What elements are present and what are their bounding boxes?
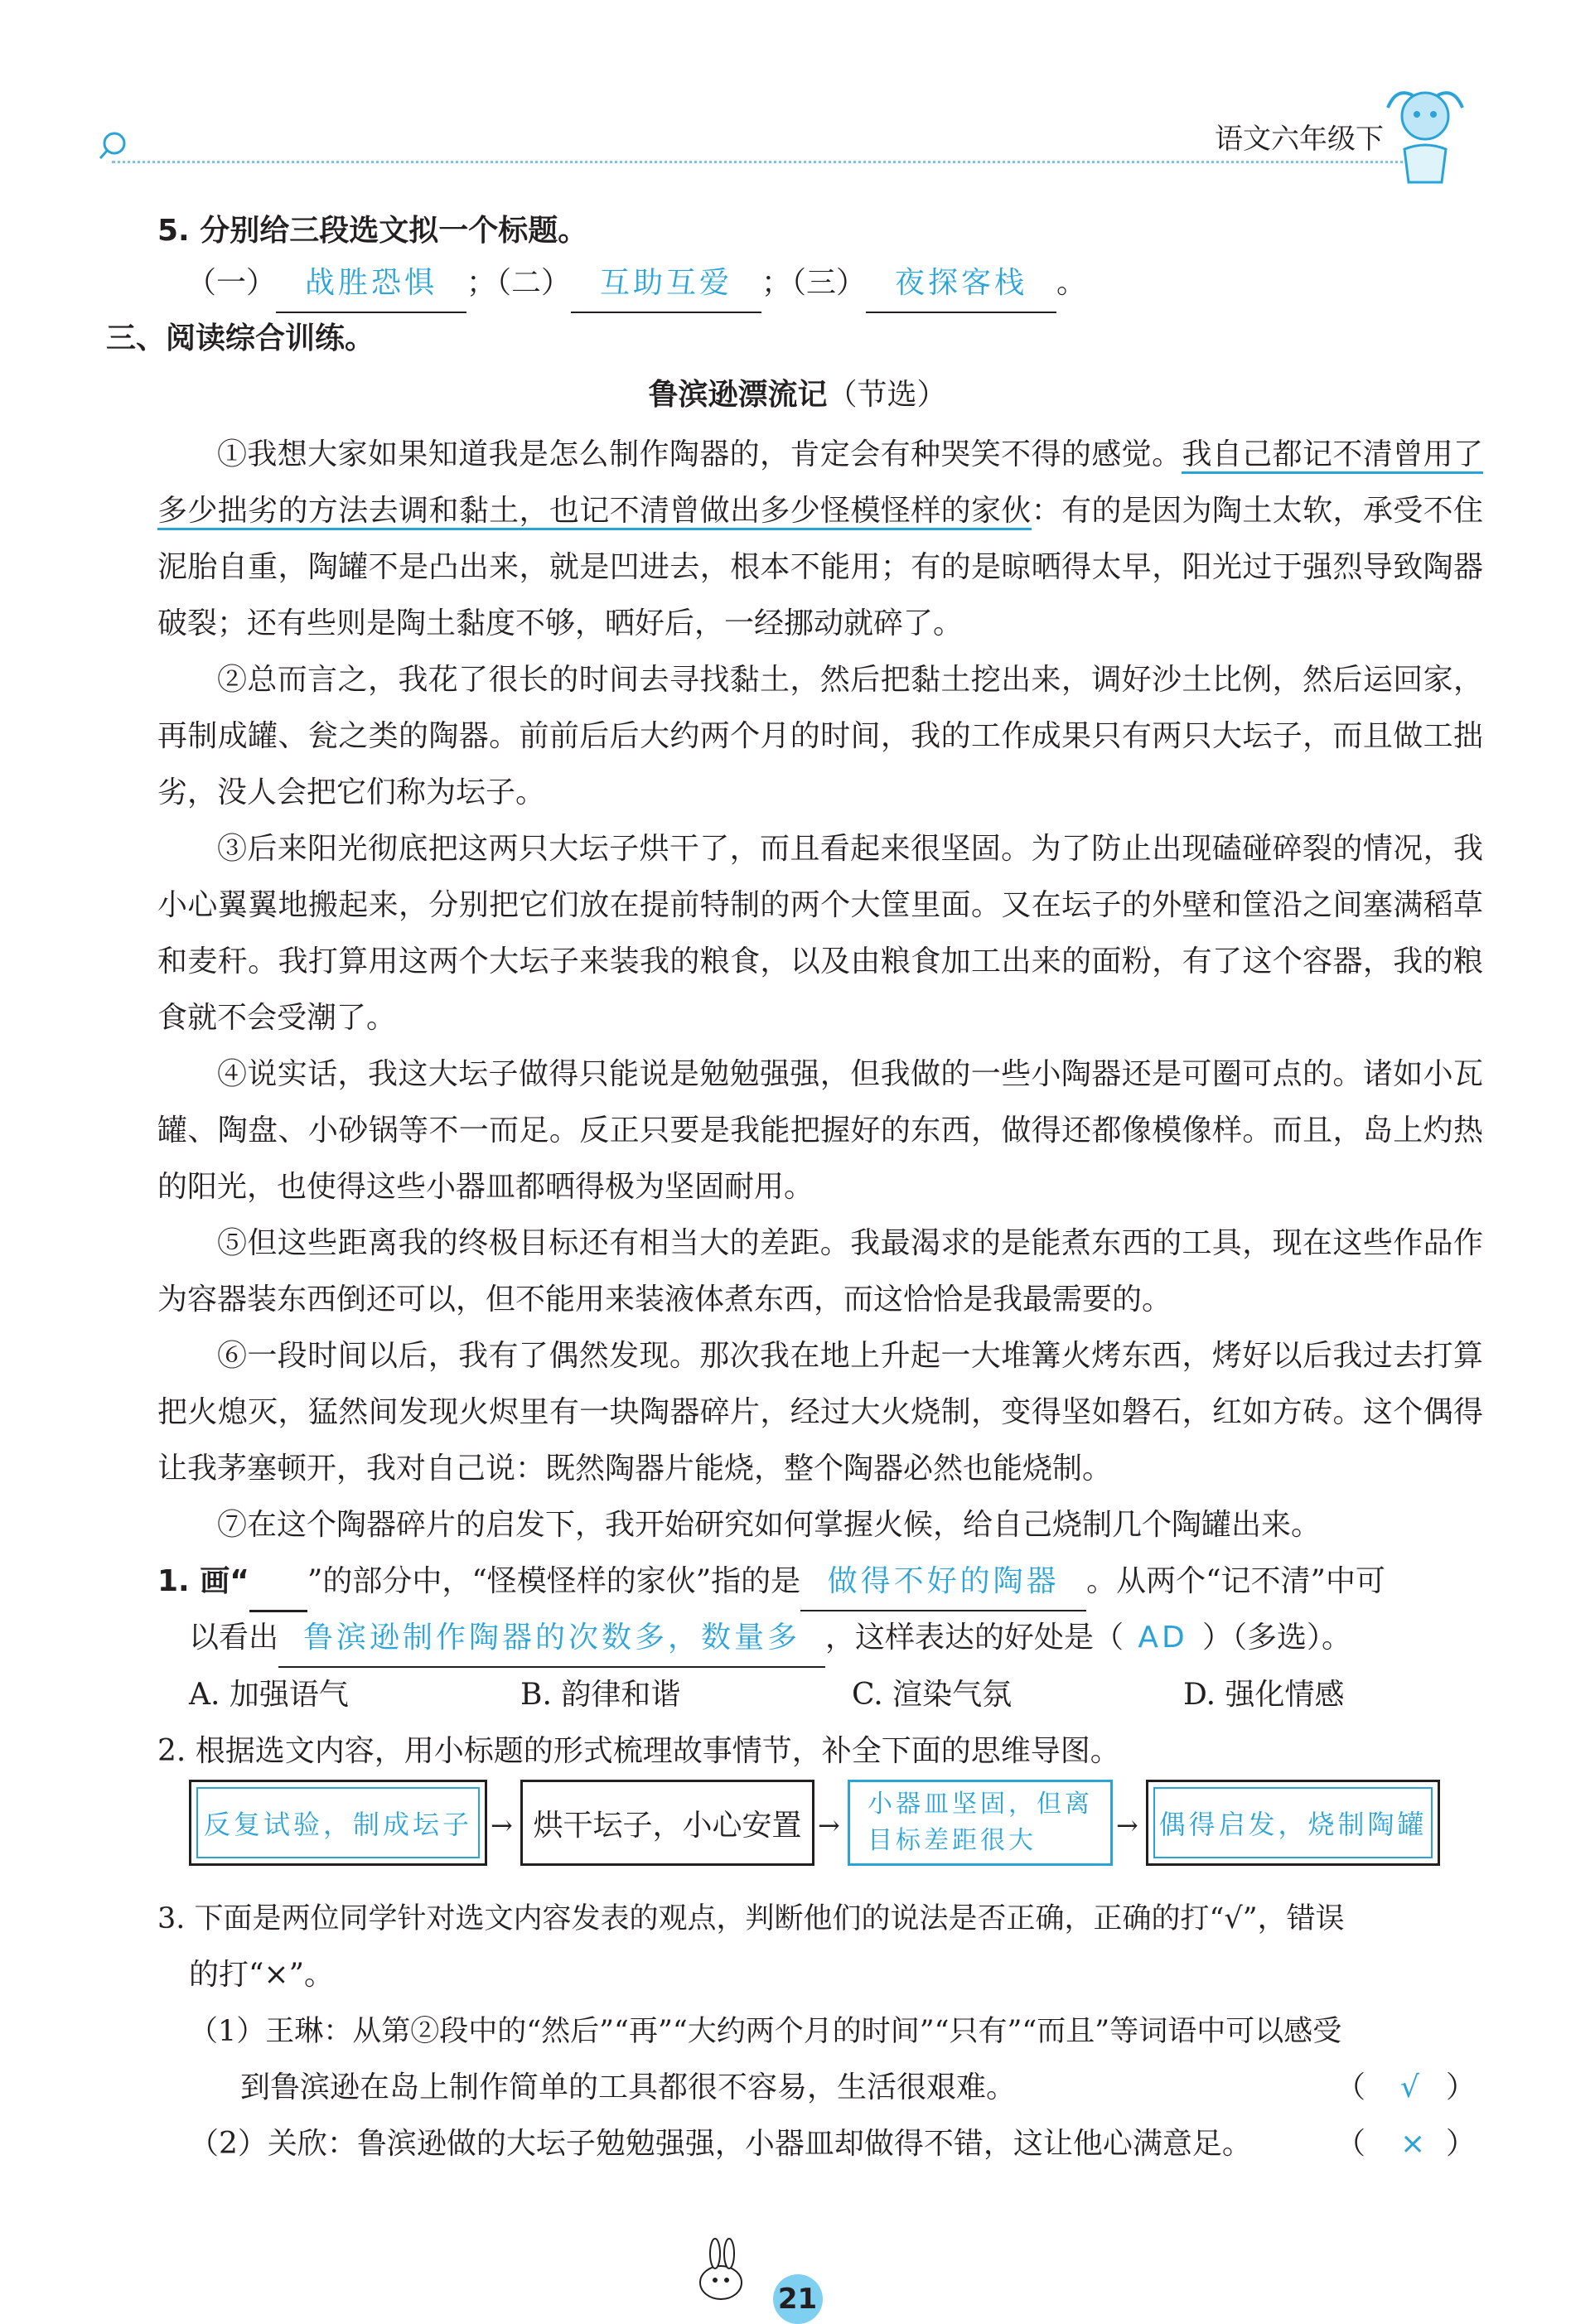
- question-1-options: [189, 1667, 1432, 1723]
- q5-answer-3: 夜探客栈: [866, 255, 1056, 313]
- q1-text-6: ）（多选）。: [1202, 1621, 1352, 1655]
- article-title-note: （节选）: [827, 378, 947, 412]
- option-d: D. 强化情感: [1183, 1678, 1345, 1712]
- paragraph-7: ⑦在这个陶器碎片的启发下，我开始研究如何掌握火候，给自己烧制几个陶罐出来。: [217, 1508, 1322, 1542]
- flow-box-3-text: [868, 1786, 1093, 1859]
- statement-1-line-2: 到鲁滨逊在岛上制作简单的工具都很不容易，生活很艰难。: [240, 2070, 1017, 2104]
- question-5-answers: [186, 255, 1086, 313]
- flow-box-4: [1146, 1780, 1440, 1866]
- flow-box-2-text: 烘干坛子，小心安置: [533, 1808, 802, 1843]
- page-number: [0, 2274, 1595, 2324]
- question-1-line-1: [157, 1553, 1385, 1612]
- question-3-line-1: 3. 下面是两位同学针对选文内容发表的观点，判断他们的说法是否正确，正确的打“√”，错误: [157, 1902, 1345, 1935]
- paragraph-3: ③后来阳光彻底把这两只大坛子烘干了，而且看起来很坚固。为了防止出现磕碰碎裂的情况，我小心翼翼地搬起来，分别把它们放在提前特制的两个大筐里面。又在坛子的外壁和筐沿之间塞满稻草和麦秆。我打算用这两个大坛子来装我的粮食，以及由粮食加工出来的面粉，有了这个容器，我的粮食就不会受潮了。: [157, 832, 1483, 1035]
- flow-box-2: [520, 1780, 814, 1866]
- q5-label-1: （一）: [186, 266, 277, 300]
- question-1-line-2: [189, 1610, 1351, 1668]
- question-5-prompt: 5. 分别给三段选文拟一个标题。: [157, 214, 588, 248]
- option-c: C. 渲染气氛: [852, 1678, 1013, 1712]
- flow-box-1: [189, 1780, 487, 1866]
- paragraph-2: ②总而言之，我花了很长的时间去寻找黏土，然后把黏土挖出来，调好沙土比例，然后运回家，再制成罐、瓮之类的陶器。前前后后大约两个月的时间，我的工作成果只有两只大坛子，而且做工拙劣，没人会把它们称为坛子。: [157, 663, 1483, 809]
- q1-answer-3: AD: [1138, 1621, 1188, 1655]
- paragraph-1-c: ：有的是因为陶土太软，承受不住泥胎自重，陶罐不是凸出来，就是凹进去，根本不能用；有的是晾晒得太早，阳光过于强烈导致陶器破裂；还有些则是陶土黏度不够，晒好后，一经挪动就碎了。: [157, 494, 1483, 640]
- q1-text-2: ”的部分中，“怪模怪样的家伙”指的是: [307, 1564, 801, 1598]
- magnifier-icon: [98, 131, 128, 161]
- flow-arrow-2: →: [818, 1809, 840, 1841]
- option-b: B. 韵律和谐: [520, 1678, 681, 1712]
- option-a: A. 加强语气: [189, 1678, 349, 1712]
- flow-box-3: [848, 1780, 1113, 1866]
- q1-answer-1: 做得不好的陶器: [800, 1553, 1086, 1611]
- question-3-line-2: 的打“×”。: [189, 1958, 334, 1992]
- q5-label-2: ；（二）: [466, 266, 572, 300]
- flow-box-3-line-2: 目标差距很大: [868, 1826, 1037, 1855]
- section-3-heading: 三、阅读综合训练。: [106, 321, 375, 355]
- statement-1-line-1: （1）王琳：从第②段中的“然后”“再”“大约两个月的时间”“只有”“而且”等词语中可以感受: [189, 2015, 1342, 2048]
- flow-arrow-1: →: [491, 1809, 513, 1841]
- q1-answer-2: 鲁滨逊制作陶器的次数多，数量多: [278, 1610, 825, 1668]
- q5-label-3: ；（三）: [761, 266, 867, 300]
- article-title-main: 鲁滨逊漂流记: [648, 378, 828, 412]
- q1-text-1: 1. 画“: [157, 1564, 249, 1598]
- paragraph-1: [157, 427, 1483, 652]
- paragraph-1-underlined: 我自己都记不清曾用了多少拙劣的方法去调和黏土，也记不清曾做出多少怪模怪样的家伙: [157, 437, 1483, 530]
- q1-text-3: 。从两个“记不清”中可: [1086, 1564, 1385, 1598]
- statement-1-paren-open: （: [1336, 2070, 1366, 2104]
- flow-box-1-text: 反复试验，制成坛子: [203, 1809, 472, 1840]
- paragraph-4: ④说实话，我这大坛子做得只能说是勉勉强强，但我做的一些小陶器还是可圈可点的。诸如小瓦罐、陶盘、小砂锅等不一而足。反正只要是我能把握好的东西，做得还都像模像样。而且，岛上灼热的阳光，也使得这些小器皿都晒得极为坚固耐用。: [157, 1057, 1483, 1204]
- statement-1-answer: √: [1400, 2070, 1423, 2104]
- statement-2-answer: ×: [1400, 2127, 1429, 2161]
- statement-2-paren-close: ）: [1446, 2127, 1477, 2161]
- header-title: 语文六年级下: [1215, 123, 1384, 156]
- q1-text-5: ，这样表达的好处是（: [825, 1621, 1124, 1655]
- paragraph-5: ⑤但这些距离我的终极目标还有相当大的差距。我最渴求的是能煮东西的工具，现在这些作品作为容器装东西倒还可以，但不能用来装液体煮东西，而这恰恰是我最需要的。: [157, 1226, 1483, 1317]
- flow-box-3-line-1: 小器皿坚固，但离: [868, 1790, 1093, 1819]
- flow-box-4-text: 偶得启发，烧制陶罐: [1158, 1809, 1428, 1840]
- header-rule: [112, 161, 1429, 163]
- statement-2: （2）关欣：鲁滨逊做的大坛子勉勉强强，小器皿却做得不错，这让他心满意足。: [189, 2127, 1252, 2161]
- statement-1-paren-close: ）: [1446, 2070, 1477, 2104]
- q5-end: 。: [1056, 266, 1087, 300]
- question-2-prompt: 2. 根据选文内容，用小标题的形式梳理故事情节，补全下面的思维导图。: [157, 1734, 1120, 1768]
- paragraph-1-a: ①我想大家如果知道我是怎么制作陶器的，肯定会有种哭笑不得的感觉。: [217, 437, 1182, 471]
- q5-answer-2: 互助互爱: [571, 255, 761, 313]
- article-title: [0, 371, 1595, 413]
- q5-answer-1: 战胜恐惧: [276, 255, 466, 313]
- mascot-icon: [1380, 83, 1471, 191]
- statement-2-paren-open: （: [1336, 2127, 1366, 2161]
- page-number-text: 21: [773, 2274, 823, 2324]
- q1-text-4: 以看出: [189, 1621, 279, 1655]
- flow-arrow-3: →: [1116, 1809, 1138, 1841]
- q1-blank-marker: [249, 1553, 307, 1612]
- paragraph-6: ⑥一段时间以后，我有了偶然发现。那次我在地上升起一大堆篝火烤东西，烤好以后我过去打算把火熄灭，猛然间发现火烬里有一块陶器碎片，经过大火烧制，变得坚如磐石，红如方砖。这个偶得让我茅塞顿开，我对自己说：既然陶器片能烧，整个陶器必然也能烧制。: [157, 1339, 1483, 1486]
